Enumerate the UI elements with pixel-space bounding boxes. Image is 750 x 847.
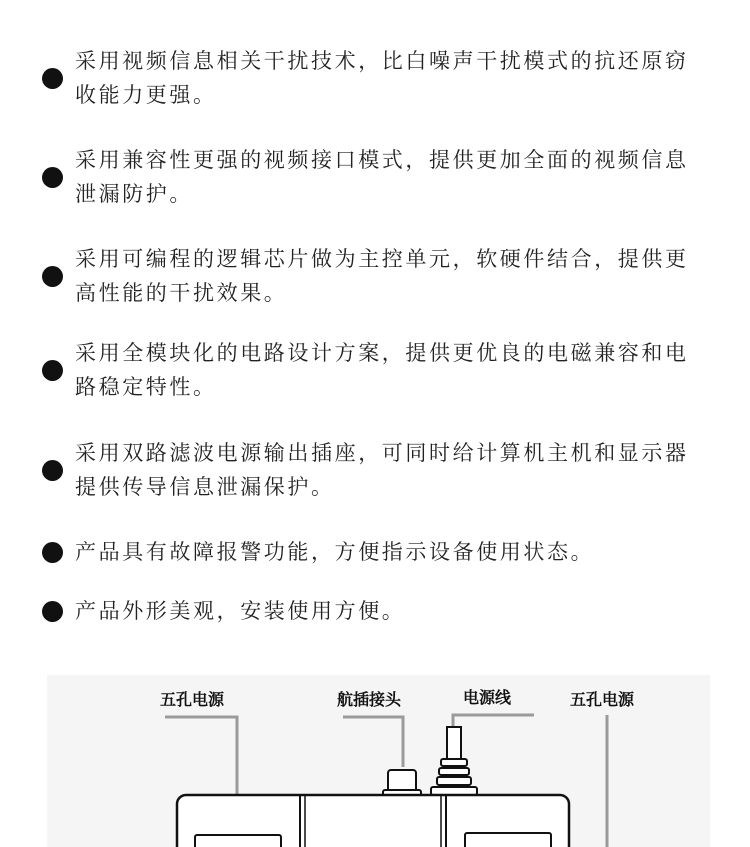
- cord-plug: [447, 727, 461, 759]
- feature-text: 采用兼容性更强的视频接口模式，提供更加全面的视频信息泄漏防护。: [75, 148, 689, 206]
- bullet-icon: [42, 266, 63, 287]
- label-power-cord: 电源线: [463, 688, 512, 707]
- bullet-icon: [42, 460, 63, 481]
- leader-line-aviation-plug: [343, 717, 403, 767]
- cord-ring: [437, 777, 471, 785]
- feature-item: [42, 594, 710, 628]
- bullet-icon: [42, 167, 63, 188]
- label-right-socket: 五孔电源: [570, 690, 635, 709]
- device-drawing: [47, 675, 710, 847]
- feature-text: 采用可编程的逻辑芯片做为主控单元，软硬件结合，提供更高性能的干扰效果。: [75, 247, 689, 305]
- bullet-icon: [42, 360, 63, 381]
- bullet-icon: [42, 542, 63, 563]
- bullet-icon: [42, 601, 63, 622]
- device-diagram: [47, 675, 710, 847]
- feature-text: 产品外形美观，安装使用方便。: [75, 599, 406, 623]
- cord-ring: [441, 759, 467, 766]
- feature-item: [42, 143, 710, 211]
- feature-text: 采用双路滤波电源输出插座，可同时给计算机主机和显示器提供传导信息泄漏保护。: [75, 441, 689, 499]
- right-socket-outline: [465, 833, 551, 847]
- leader-line-power-cord: [453, 715, 534, 727]
- feature-item: [42, 436, 710, 504]
- feature-text: 产品具有故障报警功能，方便指示设备使用状态。: [75, 540, 595, 564]
- label-aviation-plug: 航插接头: [337, 690, 402, 709]
- label-left-socket: 五孔电源: [160, 690, 225, 709]
- feature-item: [42, 535, 710, 569]
- feature-item: [42, 242, 710, 310]
- feature-text: 采用全模块化的电路设计方案，提供更优良的电磁兼容和电路稳定特性。: [75, 341, 689, 399]
- feature-text: 采用视频信息相关干扰技术，比白噪声干扰模式的抗还原窃收能力更强。: [75, 49, 689, 107]
- left-socket-outline: [195, 835, 281, 847]
- aviation-connector: [388, 770, 416, 792]
- bullet-icon: [42, 68, 63, 89]
- feature-item: [42, 336, 710, 404]
- feature-item: [42, 44, 710, 112]
- cord-ring: [439, 768, 469, 775]
